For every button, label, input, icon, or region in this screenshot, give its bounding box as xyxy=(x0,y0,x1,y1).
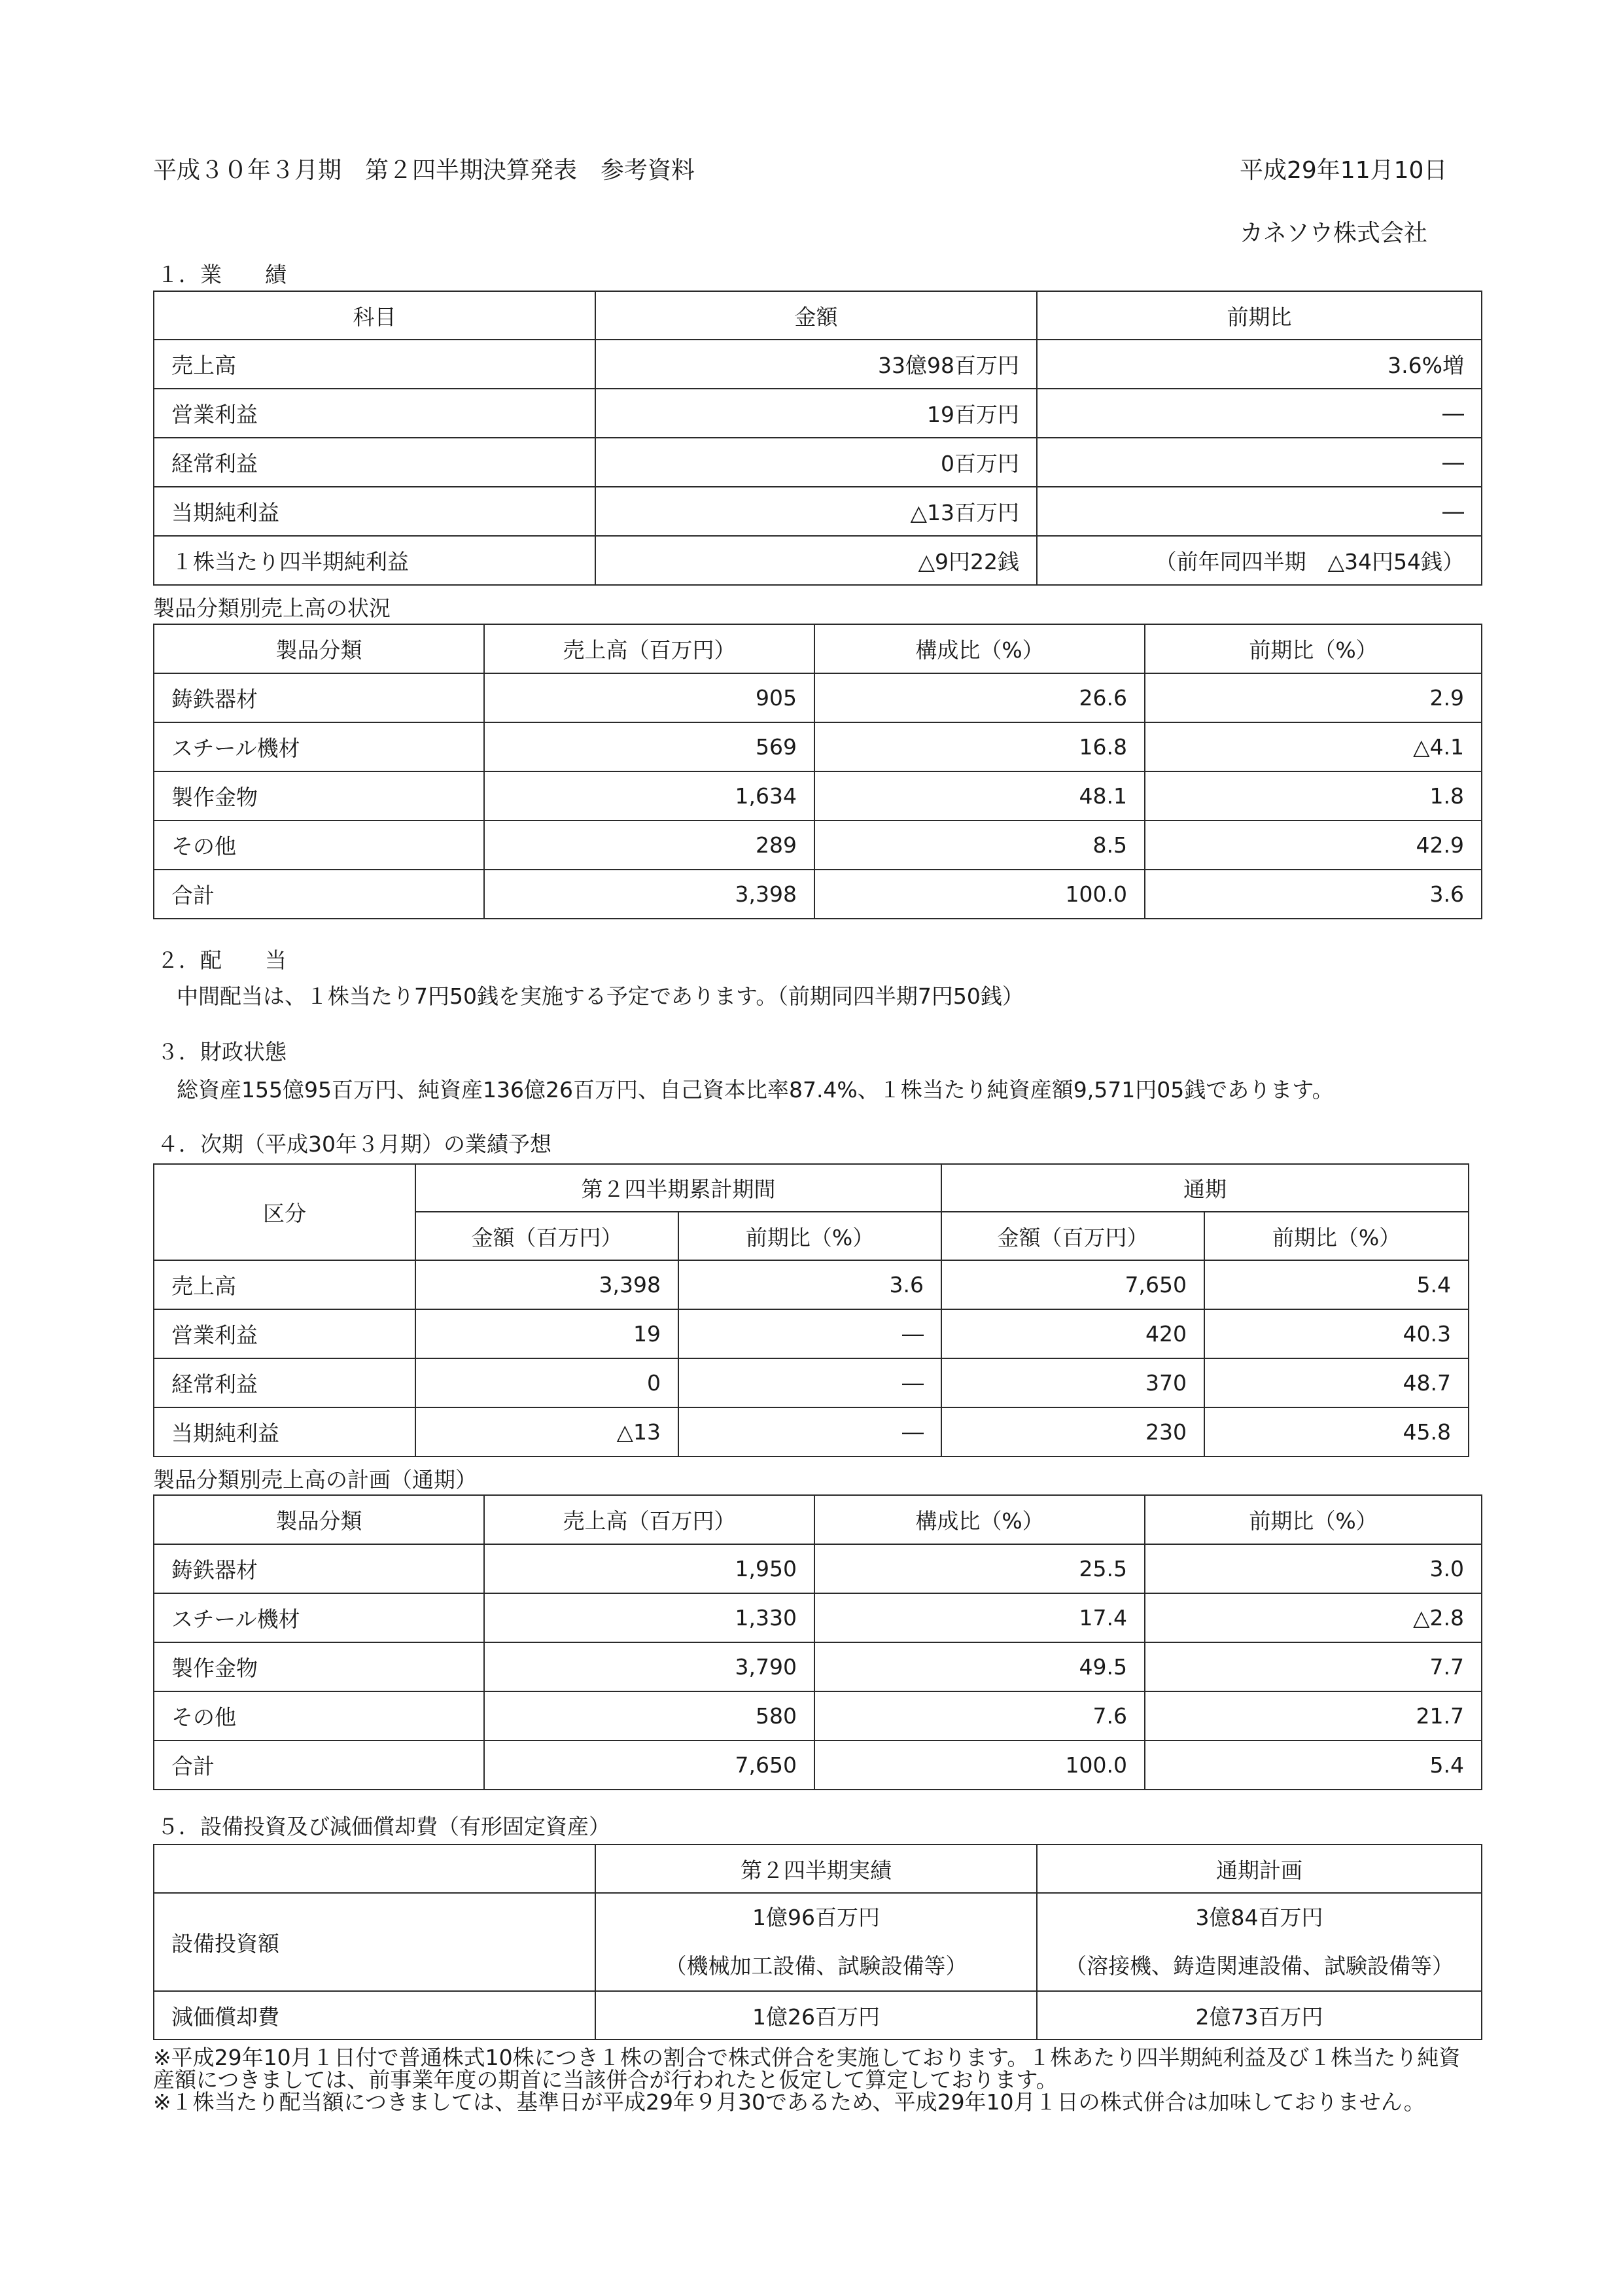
q2-yoy-cell: 3.6 xyxy=(678,1260,941,1309)
capex-q2-cell xyxy=(595,1893,1037,1991)
column-header: 金額（百万円） xyxy=(415,1212,678,1260)
sales-cell: 289 xyxy=(484,821,814,870)
column-header: 科目 xyxy=(154,291,595,340)
table-row xyxy=(154,536,1482,585)
section-4-heading: ４．次期（平成30年３月期）の業績予想 xyxy=(157,1131,551,1157)
row-label: 営業利益 xyxy=(154,389,595,438)
category-cell: 製作金物 xyxy=(154,1642,484,1691)
footnotes xyxy=(153,2047,1481,2113)
financial-position-text: 総資産155億95百万円、純資産136億26百万円、自己資本比率87.4%、１株当たり純資産額9,571円05銭であります。 xyxy=(177,1077,1334,1103)
yoy-cell: △2.8 xyxy=(1145,1593,1482,1642)
depreciation-full-cell: 2億73百万円 xyxy=(1037,1991,1482,2040)
yoy-cell: 5.4 xyxy=(1145,1740,1482,1790)
yoy-cell: 2.9 xyxy=(1145,673,1482,722)
table-row xyxy=(154,1691,1482,1740)
sales-cell: 569 xyxy=(484,722,814,771)
sales-cell: 580 xyxy=(484,1691,814,1740)
category-cell: その他 xyxy=(154,821,484,870)
depreciation-q2-cell: 1億26百万円 xyxy=(595,1991,1037,2040)
share-cell: 100.0 xyxy=(814,1740,1145,1790)
column-header: 区分 xyxy=(154,1164,415,1260)
table-row xyxy=(154,771,1482,821)
q2-yoy-cell: ― xyxy=(678,1309,941,1358)
category-cell: 合計 xyxy=(154,870,484,919)
amount-cell: △9円22銭 xyxy=(595,536,1037,585)
ratio-cell: （前年同四半期 △34円54銭） xyxy=(1037,536,1482,585)
table-row xyxy=(154,438,1482,487)
row-label: 設備投資額 xyxy=(154,1893,595,1991)
column-header: 第２四半期実績 xyxy=(595,1845,1037,1893)
section-3-heading: ３．財政状態 xyxy=(157,1039,287,1065)
category-cell: その他 xyxy=(154,1691,484,1740)
share-cell: 8.5 xyxy=(814,821,1145,870)
amount-cell: △13百万円 xyxy=(595,487,1037,536)
full-amount-cell: 7,650 xyxy=(941,1260,1204,1309)
q2-amount-cell: △13 xyxy=(415,1407,678,1457)
amount-cell: 33億98百万円 xyxy=(595,340,1037,389)
ratio-cell: 3.6%増 xyxy=(1037,340,1482,389)
table-row xyxy=(154,1893,1482,1991)
share-cell: 7.6 xyxy=(814,1691,1145,1740)
q2-yoy-cell: ― xyxy=(678,1358,941,1407)
full-yoy-cell: 40.3 xyxy=(1204,1309,1469,1358)
row-label: 売上高 xyxy=(154,340,595,389)
amount-cell: 19百万円 xyxy=(595,389,1037,438)
full-yoy-cell: 5.4 xyxy=(1204,1260,1469,1309)
column-header: 売上高（百万円） xyxy=(484,1495,814,1544)
table-row xyxy=(154,1642,1482,1691)
section-2-heading: ２．配 当 xyxy=(157,947,287,973)
q2-amount-cell: 0 xyxy=(415,1358,678,1407)
share-cell: 49.5 xyxy=(814,1642,1145,1691)
share-cell: 48.1 xyxy=(814,771,1145,821)
column-header: 金額（百万円） xyxy=(941,1212,1204,1260)
category-cell: スチール機材 xyxy=(154,1593,484,1642)
column-header: 前期比（%） xyxy=(1204,1212,1469,1260)
section-5-heading: ５．設備投資及び減価償却費（有形固定資産） xyxy=(157,1814,610,1839)
yoy-cell: 42.9 xyxy=(1145,821,1482,870)
column-header: 前期比（%） xyxy=(1145,624,1482,673)
group-header: 通期 xyxy=(941,1164,1469,1212)
full-amount-cell: 420 xyxy=(941,1309,1204,1358)
full-yoy-cell: 45.8 xyxy=(1204,1407,1469,1457)
column-header xyxy=(154,1845,595,1893)
category-cell: 鋳鉄器材 xyxy=(154,1544,484,1593)
ratio-cell: ― xyxy=(1037,487,1482,536)
sales-cell: 3,398 xyxy=(484,870,814,919)
share-cell: 17.4 xyxy=(814,1593,1145,1642)
category-cell: 製作金物 xyxy=(154,771,484,821)
full-amount-cell: 230 xyxy=(941,1407,1204,1457)
share-cell: 25.5 xyxy=(814,1544,1145,1593)
column-header: 金額 xyxy=(595,291,1037,340)
yoy-cell: △4.1 xyxy=(1145,722,1482,771)
share-cell: 100.0 xyxy=(814,870,1145,919)
table-row xyxy=(154,1593,1482,1642)
share-cell: 26.6 xyxy=(814,673,1145,722)
table-header-row xyxy=(154,1845,1482,1893)
table-row xyxy=(154,1358,1469,1407)
capex-full-detail: （溶接機、鋳造関連設備、試験設備等） xyxy=(1065,1953,1454,1979)
table-row xyxy=(154,722,1482,771)
table-row xyxy=(154,487,1482,536)
yoy-cell: 3.0 xyxy=(1145,1544,1482,1593)
sales-plan-heading: 製品分類別売上高の計画（通期） xyxy=(153,1467,477,1492)
row-label: 経常利益 xyxy=(154,438,595,487)
row-label: 営業利益 xyxy=(154,1309,415,1358)
sales-cell: 1,950 xyxy=(484,1544,814,1593)
q2-amount-cell: 3,398 xyxy=(415,1260,678,1309)
footnote: ※１株当たり配当額につきましては、基準日が平成29年９月30であるため、平成29年10月１日の株式併合は加味しておりません。 xyxy=(153,2089,1425,2115)
table-row xyxy=(154,870,1482,919)
sales-cell: 1,330 xyxy=(484,1593,814,1642)
document-title: 平成３０年３月期 第２四半期決算発表 参考資料 xyxy=(153,157,695,184)
capex-table xyxy=(153,1844,1482,2040)
table-header-row xyxy=(154,1495,1482,1544)
row-label: １株当たり四半期純利益 xyxy=(154,536,595,585)
full-amount-cell: 370 xyxy=(941,1358,1204,1407)
row-label: 当期純利益 xyxy=(154,487,595,536)
company-name: カネソウ株式会社 xyxy=(1240,220,1427,247)
yoy-cell: 1.8 xyxy=(1145,771,1482,821)
q2-yoy-cell: ― xyxy=(678,1407,941,1457)
yoy-cell: 3.6 xyxy=(1145,870,1482,919)
sales-cell: 3,790 xyxy=(484,1642,814,1691)
column-header: 前期比（%） xyxy=(678,1212,941,1260)
column-header: 通期計画 xyxy=(1037,1845,1482,1893)
footnote: ※平成29年10月１日付で普通株式10株につき１株の割合で株式併合を実施しております。１株あたり四半期純利益及び１株当たり純資産額につきましては、前事業年度の期首に当該併合が行われたと仮定して算定しております。 xyxy=(153,2045,1461,2093)
sales-cell: 7,650 xyxy=(484,1740,814,1790)
column-header: 売上高（百万円） xyxy=(484,624,814,673)
table-row xyxy=(154,389,1482,438)
sales-cell: 905 xyxy=(484,673,814,722)
ratio-cell: ― xyxy=(1037,389,1482,438)
table-row xyxy=(154,1740,1482,1790)
share-cell: 16.8 xyxy=(814,722,1145,771)
column-header: 前期比（%） xyxy=(1145,1495,1482,1544)
row-label: 当期純利益 xyxy=(154,1407,415,1457)
sales-status-heading: 製品分類別売上高の状況 xyxy=(153,595,391,621)
capex-q2-detail: （機械加工設備、試験設備等） xyxy=(665,1953,968,1979)
column-header: 構成比（%） xyxy=(814,1495,1145,1544)
category-cell: 鋳鉄器材 xyxy=(154,673,484,722)
section-1-heading: １．業 績 xyxy=(157,262,287,287)
table-row xyxy=(154,340,1482,389)
table-row xyxy=(154,1407,1469,1457)
table-row xyxy=(154,1260,1469,1309)
ratio-cell: ― xyxy=(1037,438,1482,487)
dividend-text: 中間配当は、１株当たり7円50銭を実施する予定であります。（前期同四半期7円50銭） xyxy=(177,983,1024,1009)
row-label: 減価償却費 xyxy=(154,1991,595,2040)
capex-full-amount: 3億84百万円 xyxy=(1195,1905,1323,1930)
category-cell: スチール機材 xyxy=(154,722,484,771)
table-row xyxy=(154,673,1482,722)
table-header-row xyxy=(154,291,1482,340)
yoy-cell: 21.7 xyxy=(1145,1691,1482,1740)
table-row xyxy=(154,1309,1469,1358)
results-table xyxy=(153,291,1482,586)
capex-full-cell xyxy=(1037,1893,1482,1991)
yoy-cell: 7.7 xyxy=(1145,1642,1482,1691)
forecast-table xyxy=(153,1163,1469,1457)
column-header: 前期比 xyxy=(1037,291,1482,340)
table-row xyxy=(154,1544,1482,1593)
table-row xyxy=(154,821,1482,870)
row-label: 売上高 xyxy=(154,1260,415,1309)
capex-q2-amount: 1億96百万円 xyxy=(752,1905,880,1930)
full-yoy-cell: 48.7 xyxy=(1204,1358,1469,1407)
document-date: 平成29年11月10日 xyxy=(1240,157,1448,184)
table-header-row xyxy=(154,1164,1469,1212)
column-header: 製品分類 xyxy=(154,624,484,673)
row-label: 経常利益 xyxy=(154,1358,415,1407)
table-header-row xyxy=(154,624,1482,673)
sales-plan-table xyxy=(153,1494,1482,1790)
sales-cell: 1,634 xyxy=(484,771,814,821)
column-header: 製品分類 xyxy=(154,1495,484,1544)
group-header: 第２四半期累計期間 xyxy=(415,1164,941,1212)
table-row xyxy=(154,1991,1482,2040)
sales-status-table xyxy=(153,624,1482,919)
q2-amount-cell: 19 xyxy=(415,1309,678,1358)
amount-cell: 0百万円 xyxy=(595,438,1037,487)
category-cell: 合計 xyxy=(154,1740,484,1790)
column-header: 構成比（%） xyxy=(814,624,1145,673)
